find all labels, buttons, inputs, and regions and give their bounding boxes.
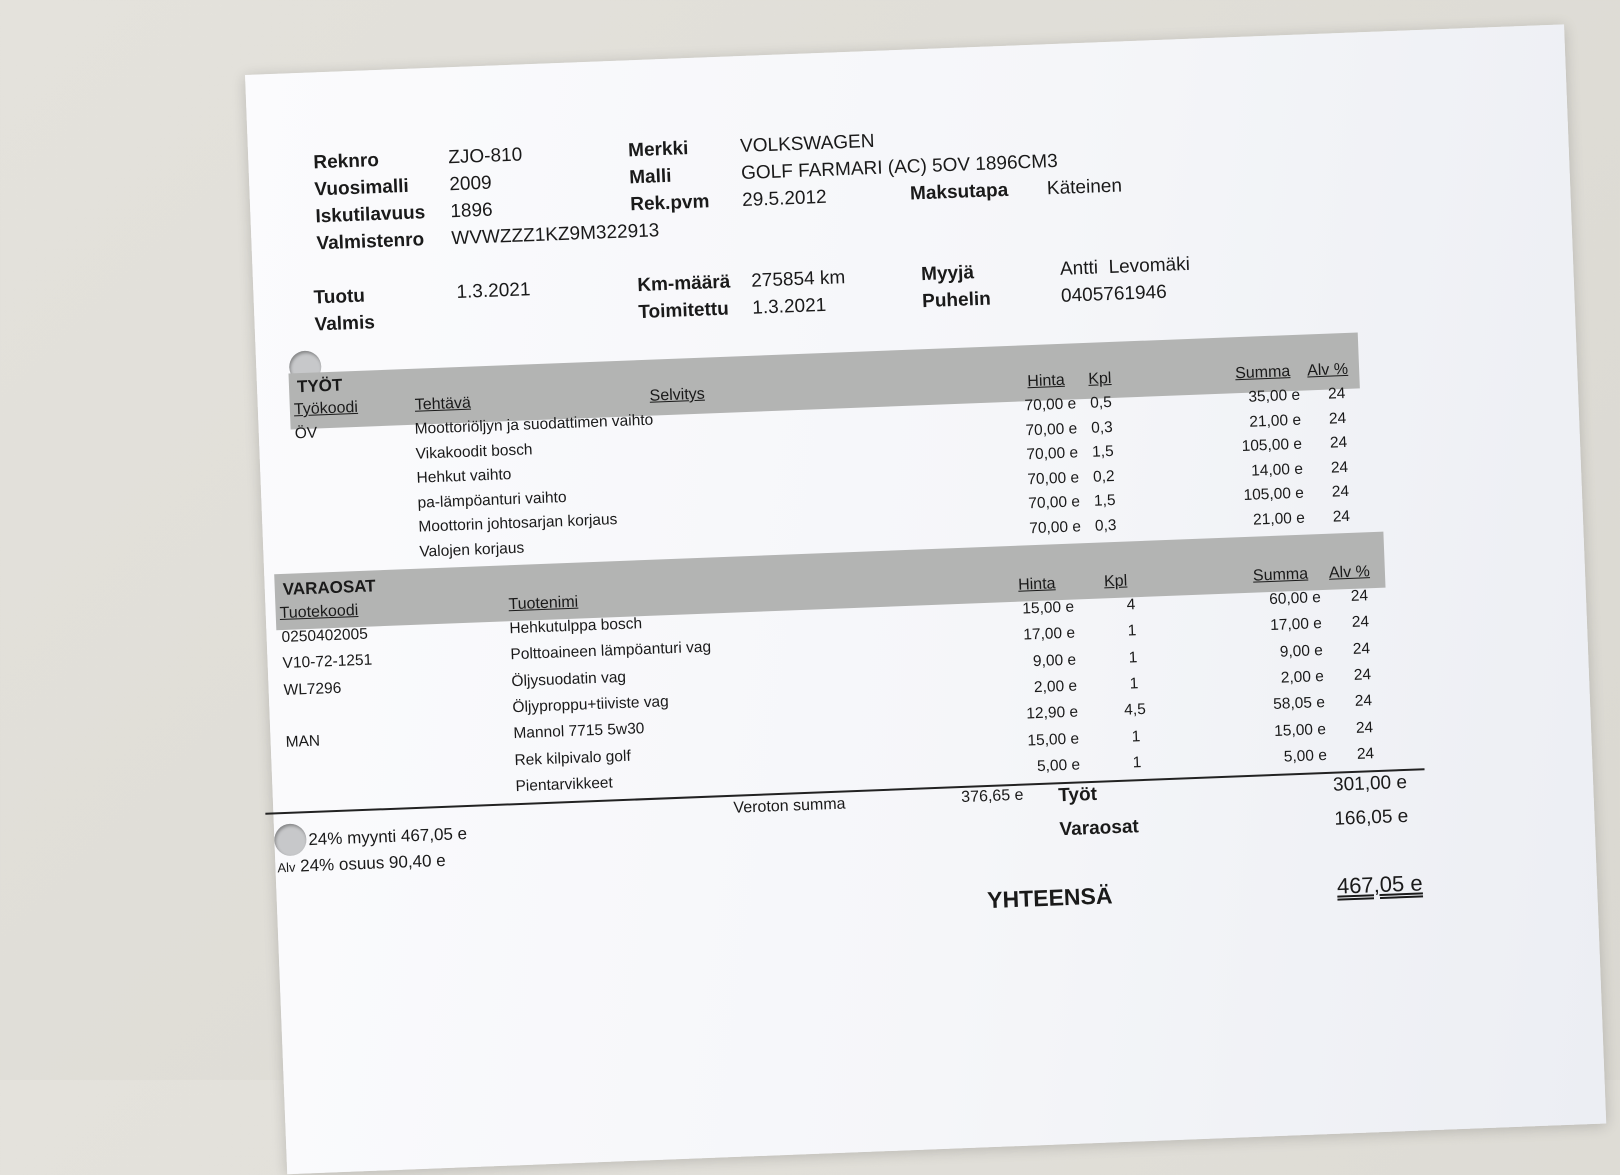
varaosat-row-name: Rek kilpivalo golf — [514, 747, 632, 769]
vat-share-value: 24% osuus 90,40 e — [299, 850, 447, 876]
tyot-row-sum: 105,00 e — [1243, 484, 1305, 504]
tyot-row-sum: 21,00 e — [1249, 411, 1302, 431]
tyot-col-desc: Selvitys — [649, 385, 706, 405]
vat-share — [277, 851, 446, 877]
vat-share-prefix: Alv — [277, 859, 296, 876]
varaosat-row-price: 2,00 e — [1033, 677, 1078, 697]
tyot-col-vat: Alv % — [1306, 360, 1349, 380]
toimitettu-value: 1.3.2021 — [751, 294, 827, 319]
valmistenro-value: WVWZZZ1KZ9M322913 — [451, 220, 660, 250]
iskutilavuus-label: Iskutilavuus — [315, 202, 426, 228]
varaosat-col-sum: Summa — [1252, 565, 1309, 585]
tyot-row-name: pa-lämpöanturi vaihto — [417, 488, 567, 512]
tax-free-label: Veroton summa — [733, 795, 846, 817]
tyot-col-task: Tehtävä — [414, 394, 472, 414]
varaosat-row-price: 15,00 e — [1022, 598, 1075, 618]
varaosat-row-sum: 60,00 e — [1268, 589, 1322, 609]
varaosat-row-qty: 1 — [1128, 648, 1138, 667]
varaosat-row-sum: 15,00 e — [1273, 720, 1327, 740]
vat-sales: 24% myynti 467,05 e — [308, 824, 468, 850]
varaosat-row-vat: 24 — [1356, 744, 1375, 763]
tyot-col-sum: Summa — [1234, 363, 1291, 383]
tyot-col-qty: Kpl — [1087, 369, 1112, 388]
labor-total-value: 301,00 e — [1332, 771, 1408, 796]
tyot-row-price: 70,00 e — [1026, 444, 1079, 464]
varaosat-row-price: 17,00 e — [1023, 624, 1076, 644]
varaosat-row-name: Hehkutulppa bosch — [509, 615, 643, 638]
varaosat-row-name: Öljysuodatin vag — [511, 668, 627, 690]
tyot-row-price: 70,00 e — [1028, 517, 1082, 537]
varaosat-row-sum: 9,00 e — [1279, 641, 1324, 661]
km-label: Km-määrä — [636, 271, 731, 297]
tyot-title: TYÖT — [296, 375, 343, 397]
varaosat-row-qty: 1 — [1131, 727, 1141, 745]
tyot-row-qty: 0,3 — [1094, 516, 1117, 535]
tyot-row-vat: 24 — [1332, 507, 1351, 526]
varaosat-row-code: MAN — [285, 732, 321, 752]
km-value: 275854 km — [750, 267, 846, 292]
tyot-row-sum: 21,00 e — [1252, 509, 1306, 529]
varaosat-row-code: WL7296 — [283, 679, 342, 699]
rekpvm-value: 29.5.2012 — [741, 186, 828, 211]
tyot-row-vat: 24 — [1331, 482, 1350, 501]
parts-total-label: Varaosat — [1059, 816, 1140, 841]
tyot-row-vat: 24 — [1327, 385, 1346, 403]
tyot-row-qty: 0,5 — [1089, 393, 1113, 412]
varaosat-row-price: 5,00 e — [1036, 756, 1081, 775]
tyot-row-vat: 24 — [1330, 458, 1349, 477]
varaosat-col-qty: Kpl — [1103, 572, 1128, 591]
merkki-label: Merkki — [627, 138, 689, 162]
tyot-row-qty: 1,5 — [1091, 442, 1114, 461]
tyot-row-price: 70,00 e — [1027, 493, 1081, 513]
malli-value: GOLF FARMARI (AC) 5OV 1896CM3 — [740, 150, 1059, 185]
varaosat-row-sum: 2,00 e — [1280, 667, 1325, 687]
tuotu-value: 1.3.2021 — [456, 279, 531, 304]
varaosat-row-vat: 24 — [1350, 587, 1369, 605]
tyot-row-sum: 14,00 e — [1250, 460, 1304, 480]
varaosat-row-sum: 5,00 e — [1283, 746, 1328, 766]
tyot-row-price: 70,00 e — [1025, 419, 1078, 439]
toimitettu-label: Toimitettu — [638, 298, 730, 324]
varaosat-row-qty: 1 — [1129, 675, 1139, 693]
varaosat-row-name: Polttoaineen lämpöanturi vag — [510, 638, 712, 664]
varaosat-row-sum: 17,00 e — [1269, 615, 1323, 635]
varaosat-row-name: Pientarvikkeet — [515, 774, 614, 795]
varaosat-row-name: Mannol 7715 5w30 — [513, 720, 645, 743]
maksutapa-value: Käteinen — [1046, 175, 1123, 200]
malli-label: Malli — [628, 165, 672, 189]
myyja-value: Antti Levomäki — [1059, 253, 1191, 280]
varaosat-row-vat: 24 — [1353, 666, 1372, 684]
reknro-label: Reknro — [313, 149, 380, 174]
varaosat-col-price: Hinta — [1017, 575, 1056, 594]
varaosat-title: VARAOSAT — [282, 576, 376, 599]
tyot-row-price: 70,00 e — [1027, 468, 1080, 488]
tyot-row-name: Vikakoodit bosch — [415, 440, 533, 463]
rekpvm-label: Rek.pvm — [629, 191, 710, 216]
valmis-label: Valmis — [314, 312, 376, 336]
maksutapa-label: Maksutapa — [909, 179, 1009, 205]
varaosat-row-vat: 24 — [1355, 718, 1374, 737]
tyot-row-name: Hehkut vaihto — [416, 466, 512, 487]
varaosat-row-price: 9,00 e — [1032, 651, 1077, 670]
varaosat-row-qty: 1 — [1132, 753, 1142, 772]
tyot-row-qty: 1,5 — [1093, 491, 1116, 510]
tyot-row-sum: 35,00 e — [1248, 386, 1301, 406]
tyot-row-qty: 0,3 — [1090, 418, 1114, 437]
tyot-header-band — [288, 332, 1359, 429]
tyot-col-code: Työkoodi — [293, 398, 359, 419]
varaosat-row-price: 15,00 e — [1027, 729, 1080, 749]
tuotu-label: Tuotu — [313, 285, 366, 309]
varaosat-row-vat: 24 — [1352, 639, 1371, 658]
varaosat-row-code: V10-72-1251 — [282, 651, 373, 673]
tyot-row-sum: 105,00 e — [1241, 435, 1303, 456]
varaosat-row-qty: 1 — [1127, 622, 1137, 640]
punch-hole-lower — [274, 823, 307, 856]
puhelin-label: Puhelin — [921, 288, 992, 313]
varaosat-row-name: Öljyproppu+tiiviste vag — [512, 693, 670, 717]
tyot-row-vat: 24 — [1328, 409, 1347, 428]
grand-total-value: 467,05 e — [1336, 870, 1424, 899]
tyot-col-price: Hinta — [1027, 371, 1066, 391]
labor-total-label: Työt — [1057, 783, 1098, 807]
tyot-row-vat: 24 — [1329, 433, 1348, 452]
tyot-row-price: 70,00 e — [1024, 395, 1077, 415]
tyot-row-name: Moottorin johtosarjan korjaus — [418, 511, 618, 536]
varaosat-col-vat: Alv % — [1328, 563, 1371, 582]
grand-total-label: YHTEENSÄ — [986, 882, 1113, 914]
varaosat-row-qty: 4 — [1126, 596, 1136, 614]
varaosat-col-name: Tuotenimi — [508, 593, 579, 614]
tyot-row-qty: 0,2 — [1092, 467, 1115, 486]
varaosat-row-code: 0250402005 — [281, 625, 369, 647]
reknro-value: ZJO-810 — [447, 144, 523, 169]
puhelin-value: 0405761946 — [1060, 281, 1168, 307]
tyot-row-code: ÖV — [294, 424, 318, 443]
iskutilavuus-value: 1896 — [449, 199, 494, 223]
tyot-row-name: Valojen korjaus — [419, 539, 525, 561]
vuosimalli-value: 2009 — [448, 172, 493, 196]
varaosat-row-vat: 24 — [1351, 613, 1370, 632]
varaosat-row-qty: 4,5 — [1123, 701, 1147, 719]
invoice-paper — [245, 24, 1606, 1174]
varaosat-row-price: 12,90 e — [1026, 703, 1079, 723]
valmistenro-label: Valmistenro — [316, 229, 425, 255]
parts-total-value: 166,05 e — [1333, 805, 1409, 830]
myyja-label: Myyjä — [920, 262, 975, 286]
tyot-row-name: Moottoriöljyn ja suodattimen vaihto — [414, 411, 654, 438]
merkki-value: VOLKSWAGEN — [739, 130, 875, 158]
tax-free-value: 376,65 e — [960, 786, 1024, 807]
varaosat-row-sum: 58,05 e — [1272, 694, 1326, 714]
varaosat-col-code: Tuotekoodi — [279, 602, 359, 623]
varaosat-row-vat: 24 — [1354, 692, 1373, 711]
vuosimalli-label: Vuosimalli — [314, 175, 410, 201]
